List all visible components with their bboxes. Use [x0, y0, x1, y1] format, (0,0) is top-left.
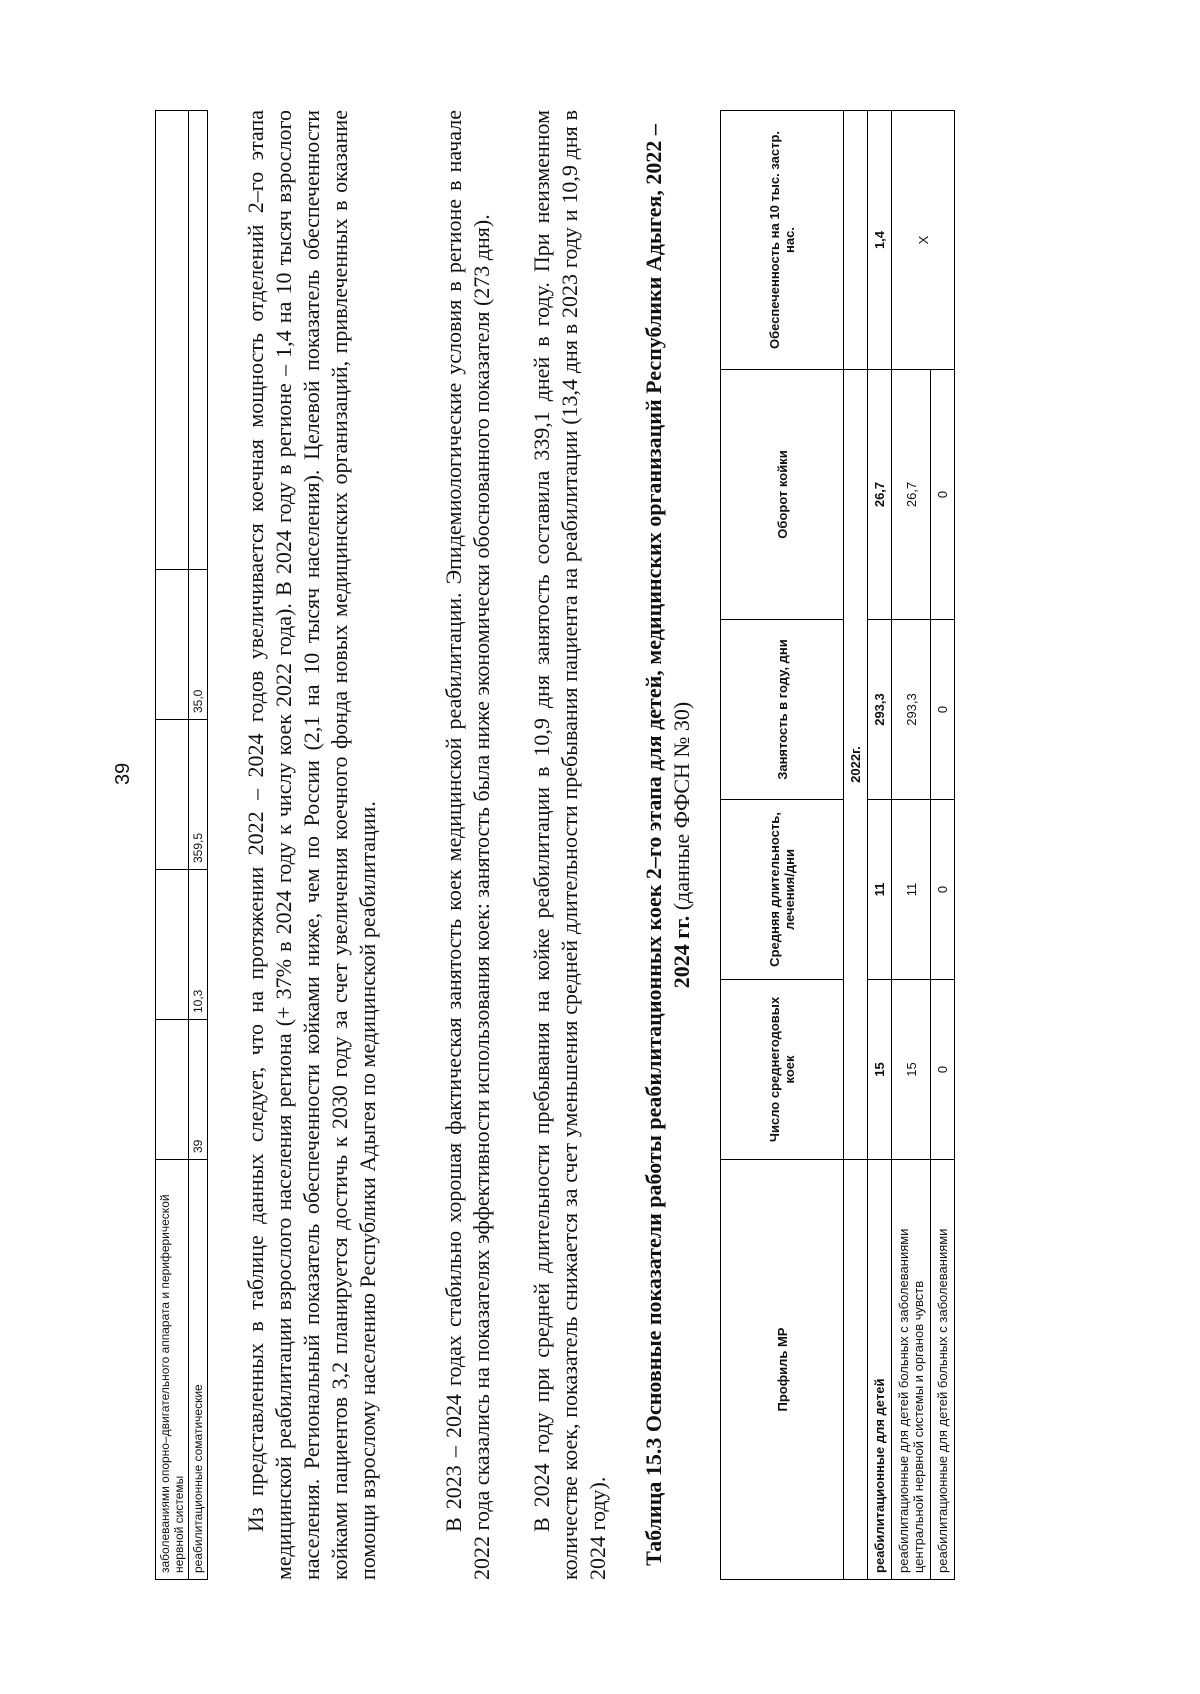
- table-cell: 35,0: [189, 570, 208, 720]
- rotated-page: [100, 100, 1100, 1600]
- table-cell: [189, 111, 208, 570]
- table-cell: [156, 111, 189, 570]
- table-cell: [844, 111, 868, 370]
- year-label: 2022г.: [844, 370, 868, 1160]
- table-row: [892, 111, 931, 1580]
- table-caption-source: (данные ФФСН № 30): [669, 701, 694, 916]
- table-cell: 293,3: [892, 620, 931, 800]
- table-cell: реабилитационные для детей больных с заболеваниями центральной нервной системы и органов чувств: [892, 1160, 931, 1580]
- table-cell: 26,7: [868, 370, 892, 620]
- table-cell: 15: [868, 980, 892, 1160]
- paragraph-2: В 2023 – 2024 годах стабильно хорошая фактическая занятость коек медицинской реабилитации. Эпидемиологические условия в регионе в начале 2022 года сказались на показателях эффективности использования коек: занятость была ниже экономически обоснованного показателя (273 дня).: [441, 110, 494, 1580]
- table-cell: [156, 570, 189, 720]
- table-caption-bold: Таблица 15.3 Основные показатели работы реабилитационных коек 2–го этапа для детей, медицинских организаций Республики Адыгея, 2022 – 2024 гг.: [641, 124, 694, 1566]
- table-cell: [156, 720, 189, 870]
- table-cell: 11: [868, 800, 892, 980]
- table-cell: 0: [931, 620, 955, 800]
- table-cell: 359,5: [189, 720, 208, 870]
- table-row: [156, 111, 189, 1580]
- table-cell: реабилитационные соматические: [189, 1160, 208, 1580]
- table-cell: [156, 1020, 189, 1160]
- year-row: [844, 111, 868, 1580]
- table-cell: заболеваниями опорно–двигательного аппарата и периферической нервной системы: [156, 1160, 189, 1580]
- table-cell: 0: [931, 980, 955, 1160]
- table-cell: 10,3: [189, 870, 208, 1020]
- header-occupancy: Занятость в году, дни: [721, 620, 844, 800]
- header-bed-turnover: Оборот койки: [721, 370, 844, 620]
- table-cell: 0: [931, 800, 955, 980]
- table-cell: 26,7: [892, 370, 931, 620]
- table-cell: 15: [892, 980, 931, 1160]
- table-cell: реабилитационные для детей: [868, 1160, 892, 1580]
- table-cell: 39: [189, 1020, 208, 1160]
- header-profile: Профиль МР: [721, 1160, 844, 1580]
- table-cell: Х: [892, 111, 955, 370]
- header-beds: Число среднегодовых коек: [721, 980, 844, 1160]
- table-cell: 293,3: [868, 620, 892, 800]
- top-table-fragment: [155, 110, 208, 1580]
- table-row: [189, 111, 208, 1580]
- paragraph-1: Из представленных в таблице данных следует, что на протяжении 2022 – 2024 годов увеличивается коечная мощность отделений 2–го этапа медицинской реабилитации взрослого населения региона (+ 37% в 2024 году к числу коек 2022 года). В 2024 году в регионе – 1,4 на 10 тысяч взрослого населения. Региональный показатель обеспеченности койками ниже, чем по России (2,1 на 10 тысяч населения). Целевой показатель обеспеченности койками пациентов 3,2 планируется достичь к 2030 году за счет увеличения коечного фонда новых медицинских организаций, привлеченных в оказание помощи взрослому населению Республики Адыгея по медицинской реабилитации.: [243, 110, 380, 1580]
- table-header-row: [721, 111, 844, 1580]
- table-cell: 0: [931, 370, 955, 620]
- header-avg-duration: Средняя длительность, лечения/дни: [721, 800, 844, 980]
- rehab-beds-table: [720, 110, 955, 1580]
- table-cell: реабилитационные для детей больных с заболеваниями: [931, 1160, 955, 1580]
- table-cell: 1,4: [868, 111, 892, 370]
- page-number: 39: [112, 762, 134, 785]
- table-row: [868, 111, 892, 1580]
- paragraph-3: В 2024 году при средней длительности пребывания на койке реабилитации в 10,9 дня занятость составила 339,1 дней в году. При неизменном количестве коек, показатель снижается за счет уменьшения средней длительности пребывания пациента на реабилитации (13,4 дня в 2023 году и 10,9 дня в 2024 году).: [529, 110, 610, 1580]
- table-cell: [156, 870, 189, 1020]
- table-cell: 11: [892, 800, 931, 980]
- table-cell: [844, 1160, 868, 1580]
- header-provision: Обеспеченность на 10 тыс. застр. нас.: [721, 111, 844, 370]
- table-caption: [640, 110, 696, 1580]
